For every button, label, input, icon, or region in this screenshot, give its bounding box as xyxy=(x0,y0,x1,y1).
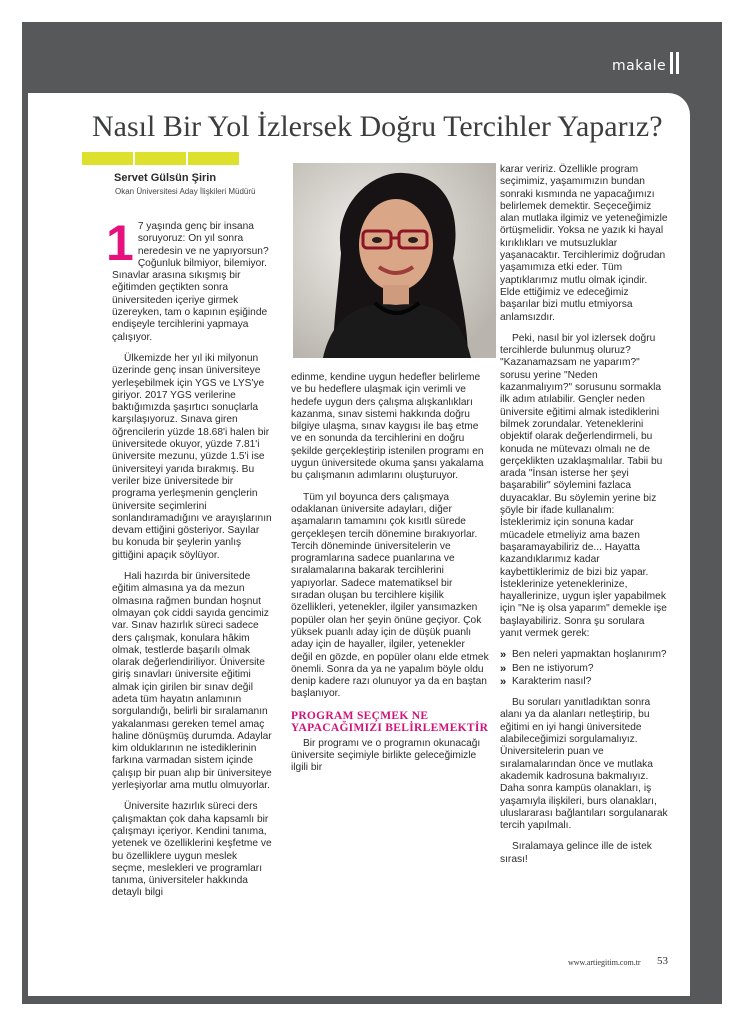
paragraph: edinme, kendine uygun hedefler belirleme ve bu hedeflere ulaşmak için verimli ve hedefe uygun ders çalışma alışkanlıkları kazanma, sınav sistemi hakkında doğru bilgiye ulaşma, sınav kaygısı ile baş etme ve en sonunda da tercihlerini en doğru şekilde gerçekleştirip istenilen programı en uygun üniversitede okuma şansı yakalama bu çalışmanın adımlarını oluşturuyor. xyxy=(291,372,484,482)
author-role: Okan Üniversitesi Aday İlişkileri Müdürü xyxy=(115,187,256,196)
bullet-marker-icon: » xyxy=(500,675,507,688)
title-stripes xyxy=(82,152,241,170)
paragraph: Hali hazırda bir üniversitede eğitim almasına ya da mezun olmasına rağmen bundan hoşnut olmayan çok ciddi sayıda gencimiz var. Sınav hazırlık süreci sadece ders çalışmak, konulara hâkim olmak, testlerde başarılı olmak olarak değerlendiriliyor. Üniversite giriş sınavları üniversite eğitimi almak için girilen bir sınav değil adeta tüm hayatın anlamının sorgulandığı, belirli bir sıralamanın yakalanması gereken temel amaç haline dönüşmüş durumda. Adaylar kim olduklarının ne istediklerinin farkına varmadan sistem içinde çalışıp bir puan alıp bir üniversiteye yerleşiyorlar ama mutlu olmuyorlar. xyxy=(112,571,272,792)
paragraph: karar veririz. Özellikle program seçimimiz, yaşamımızın bundan sonraki kısmında ne yapacağımızı belirlemek demektir. Seçeceğimiz alan mutlaka ilgimiz ve yeteneğimizle örtüşmelidir. Yoksa ne yazık ki hayal kırıklıkları ve mutsuzluklar yaşanacaktır. Tercihlerimiz doğrudan yaşamımıza etki eder. Tüm yaptıklarımız mutlu olmak içindir. Elde ettiğimiz ve edeceğimiz başarılar bizi mutlu etmiyorsa anlamsızdır. xyxy=(500,164,668,323)
list-item: » Karakterim nasıl? xyxy=(500,675,592,688)
column-3 xyxy=(500,164,668,875)
article-title: Nasıl Bir Yol İzlersek Doğru Tercihler Yaparız? xyxy=(92,110,663,143)
column-2 xyxy=(291,372,489,784)
list-item: » Ben neleri yapmaktan hoşlanırım? xyxy=(500,649,667,662)
section-bar-2 xyxy=(676,52,679,74)
page-number: 53 xyxy=(657,955,668,967)
paragraph: Üniversite hazırlık süreci ders çalışmaktan çok daha kapsamlı bir çalışmayı içeriyor. Kendini tanıma, yetenek ve özelliklerini keşfetme ve bu özelliklere uygun meslek seçme, meslekleri ve programları tanıma, üniversiteler hakkında detaylı bilgi xyxy=(112,801,272,899)
author-name: Servet Gülsün Şirin xyxy=(114,172,217,184)
question-list xyxy=(500,649,668,688)
bullet-marker-icon: » xyxy=(500,649,507,662)
footer-url: www.artiegitim.com.tr xyxy=(568,958,641,967)
bullet-marker-icon: » xyxy=(500,662,507,675)
paragraph: Peki, nasıl bir yol izlersek doğru tercihlerde bulunmuş oluruz? "Kazanamazsam ne yaparım?" sorusu yerine "Neden kazanmalıyım?" sorusunu sormakla ilk adım atılabilir. Gençler neden üniversite eğitimi almak istediklerini bilmek zorundalar. Yeteneklerini objektif olarak değerlendirmeli, bu konuda ne mütevazı olmalı ne de gerçeklikten uzaklaşmalılar. Tabii bu arada "İnsan isterse her şeyi başarabilir" söylemini fazlaca duyacaklar. Bu söylemin yerine biz şöyle bir ifade kullanalım: İsteklerimiz için sonuna kadar mücadele etmeliyiz ama bazen başaramayabiliriz de... Hayatta kazandıklarımız kadar kaybettiklerimiz de bizi biz yapar. İsteklerinize yeteneklerinize, hayallerinize, uygun işler yapabilmek için "Ne iş olsa yaparım" demekle işe başlayabiliriz. Sonra şu sorulara yanıt vermek gerek: xyxy=(500,332,667,639)
stripe xyxy=(82,152,133,165)
portrait-illustration xyxy=(293,163,496,358)
paragraph: Tüm yıl boyunca ders çalışmaya odaklanan üniversite adayları, diğer aşamaların tamamını çok kısıtlı sürede gerçekleşen tercih dönemine bırakıyorlar. Tercih döneminde üniversitelerin ve programlarına sadece puanlarına ve sıralamalarına bakarak tercihlerini yapıyorlar. Sadece matematiksel bir sıradan oluşan bu tercihlere kişilik özellikleri, yetenekler, ilgiler yansımazken popüler olan her şeyin önüne geçiyor. Çok yüksek puanlı aday için de düşük puanlı aday için de hayaller, ilgiler, yetenekler değil en gözde, en popüler olanı elde etmek önemli. Sonra da ya ne yapalım böyle oldu denip kadere razı olunuyor ya da en baştan başlanıyor. xyxy=(291,491,489,700)
paragraph: 1 7 yaşında genç bir insana soruyoruz: On yıl sonra neredesin ve ne yapıyorsun? Çoğunluk bilmiyor, bilemiyor. Sınavlar arasına sıkışmış bir eğitimden geçtikten sonra üniversiteden içeriye girmek üzereyken, tam o kapının eşiğinde endişeyle tercihlerini yapmaya çalışıyor. xyxy=(106,215,269,343)
list-item: » Ben ne istiyorum? xyxy=(500,662,594,675)
dropcap: 1 xyxy=(106,215,134,271)
column-1 xyxy=(106,215,272,909)
section-tag: makale xyxy=(612,58,667,74)
section-bar xyxy=(670,52,673,74)
paragraph: Bu soruları yanıtladıktan sonra alanı ya da alanları netleştirip, bu eğitimi en iyi hangi üniversitede alabileceğimizi sorgulamalıyız. Üniversitelerin puan ve sıralamalarından önce ve mutlaka akademik kadrosuna bakmalıyız. Daha sonra kampüs olanakları, iş yaşamıyla ilişkileri, burs olanakları, uluslararası bağlantıları sorgulanarak tercih yapılmalı. xyxy=(500,697,668,832)
paragraph: Ülkemizde her yıl iki milyonun üzerinde genç insan üniversiteye yerleşebilmek için YGS ve LYS'ye giriyor. 2017 YGS verilerine baktığımızda şaşırtıcı sonuçlarla karşılaşıyoruz. Sınava giren öğrencilerin yüzde 18.68'i halen bir üniversitede okuyor, yüzde 7.81'i üniversite mezunu, yüzde 1.5'i ise üniversiteyi yarıda bırakmış. Bu veriler bize üniversitede bir programa yerleşmenin gençlerin üniversite seçimlerini sonlandıramadığını ve arayışlarının devam ettiğini gösteriyor. Sayılar bu konuda bir şeylerin yanlış gittiğini apaçık söylüyor. xyxy=(112,352,272,561)
stripe xyxy=(135,152,186,165)
paragraph: Bir programı ve o programın okunacağı üniversite seçimiyle birlikte geleceğimizle ilgili bir xyxy=(291,737,481,774)
author-photo xyxy=(293,163,496,358)
stripe xyxy=(188,152,239,165)
section-subhead: PROGRAM SEÇMEK NE YAPACAĞIMIZI BELİRLEMEKTİR xyxy=(291,709,489,734)
paragraph: Sıralamaya gelince ille de istek sırası! xyxy=(500,841,652,865)
